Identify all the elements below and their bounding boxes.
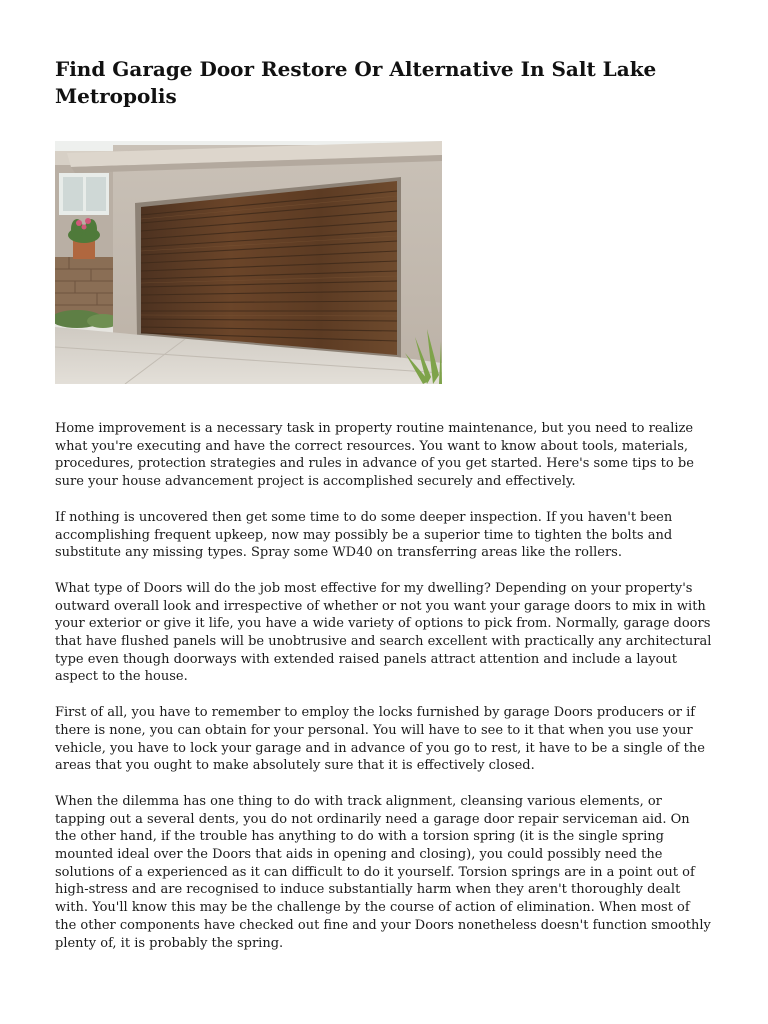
paragraph: What type of Doors will do the job most effective for my dwelling? Depending on your property's outward overall look and irrespective of whether or not you want your garage doors to mix in with your exterior or give it life, you have a wide variety of options to pick from. Normally, garage doors that have flushed panels will be unobtrusive and search excellent with practically any architectural type even though doorways with extended raised panels attract attention and include a layout aspect to the house. [55, 580, 712, 685]
paragraph: Home improvement is a necessary task in property routine maintenance, but you need to realize what you're executing and have the correct resources. You want to know about tools, materials, procedures, protection strategies and rules in advance of you get started. Here's some tips to be sure your house advancement project is accomplished securely and effectively. [55, 421, 694, 490]
paragraph: If nothing is uncovered then get some time to do some deeper inspection. If you haven't been accomplishing frequent upkeep, now may possibly be a superior time to tighten the bolts and substitute any missing types. Spray some WD40 on transferring areas like the rollers. [55, 509, 673, 561]
paragraph: First of all, you have to remember to employ the locks furnished by garage Doors producers or if there is none, you can obtain for your personal. You will have to see to it that when you use your vehicle, you have to lock your garage and in advance of you go to rest, it have to be a single of the areas that you ought to make absolutely sure that it is effectively closed. [55, 705, 705, 774]
paragraph: When the dilemma has one thing to do with track alignment, cleansing various elements, or tapping out a several dents, you do not ordinarily need a garage door repair serviceman aid. On the other hand, if the trouble has anything to do with a torsion spring (it is the single spring mounted ideal over the Doors that aids in opening and closing), you could possibly need the solutions of a experienced as it can difficult to do it yourself. Torsion springs are in a point out of high-stress and are recognised to induce substantially harm when they aren't thoroughly dealt with. You'll know this may be the challenge by the course of action of elimination. When most of the other components have checked out fine and your Doors nonetheless doesn't function smoothly plenty of, it is probably the spring. [55, 793, 711, 951]
article-body [55, 420, 715, 970]
garage-door-photo [55, 141, 442, 384]
page-title: Find Garage Door Restore Or Alternative In Salt Lake Metropolis [55, 57, 657, 108]
